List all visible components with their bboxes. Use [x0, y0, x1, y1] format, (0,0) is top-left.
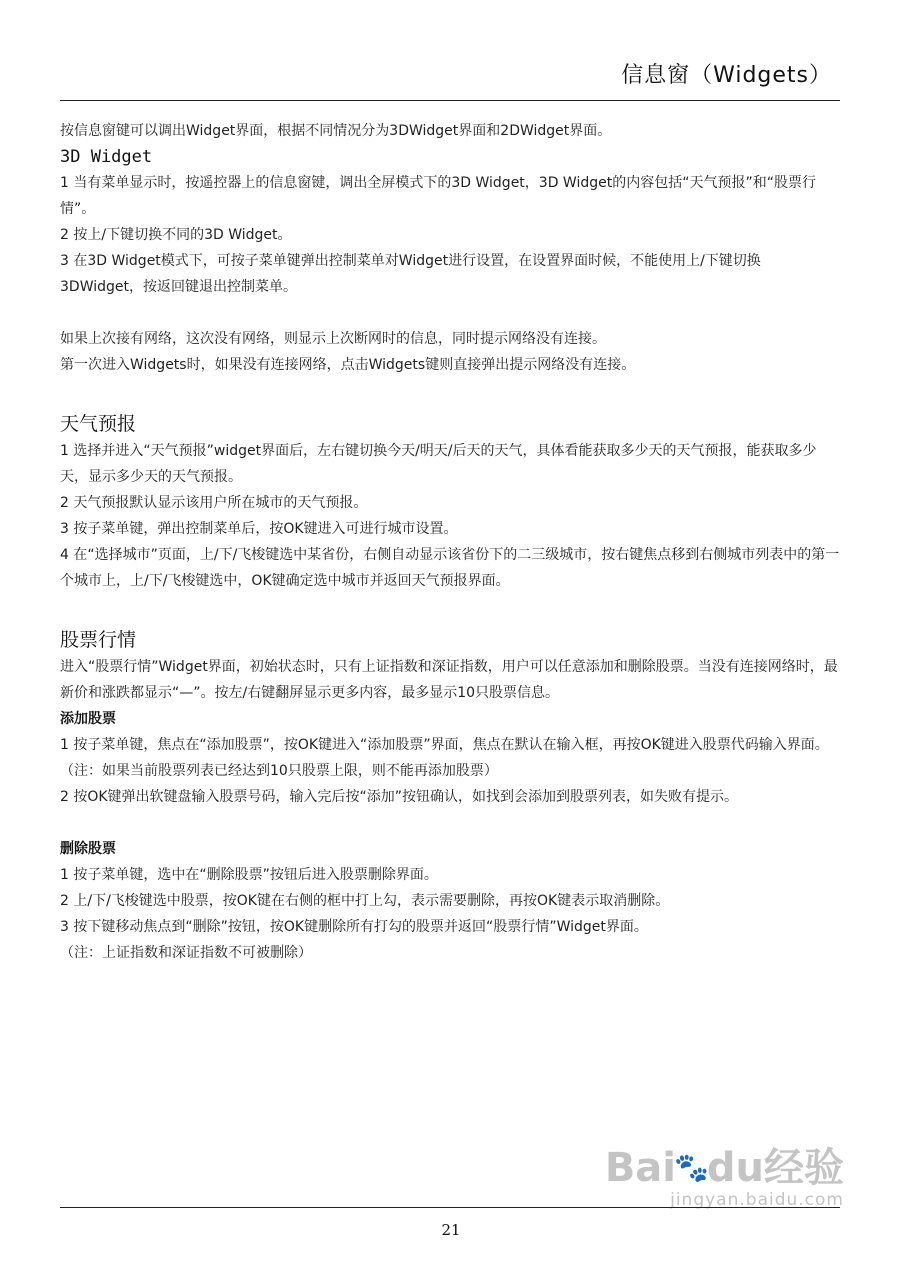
list-item: 1 按子菜单键，选中在“删除股票”按钮后进入股票删除界面。 — [60, 867, 438, 883]
subheading-add-stock: 添加股票 — [60, 711, 116, 727]
list-item: 2 按OK键弹出软键盘输入股票号码，输入完后按“添加”按钮确认，如找到会添加到股票列表，如失败有提示。 — [60, 789, 739, 805]
page-header-title: 信息窗（Widgets） — [621, 63, 832, 88]
stock-intro-paragraph: 进入“股票行情”Widget界面，初始状态时，只有上证指数和深证指数，用户可以任意添加和删除股票。当没有连接网络时，最新价和涨跌都显示“—”。按左/右键翻屏显示更多内容，最多显示10只股票信息。 — [60, 659, 838, 701]
watermark-url: jingyan.baidu.com — [670, 1190, 844, 1210]
watermark-logo-text: Bai — [604, 1145, 677, 1191]
paw-icon: 🐾 — [674, 1151, 709, 1184]
list-item: 1 按子菜单键，焦点在“添加股票”，按OK键进入“添加股票”界面，焦点在默认在输入框，再按OK键进入股票代码输入界面。（注：如果当前股票列表已经达到10只股票上限，则不能再添加股票） — [60, 737, 829, 779]
list-item: 3 按下键移动焦点到“删除”按钮，按OK键删除所有打勾的股票并返回“股票行情”Widget界面。 — [60, 919, 648, 935]
section-heading-stock: 股票行情 — [60, 629, 137, 651]
intro-paragraph: 按信息窗键可以调出Widget界面，根据不同情况分为3DWidget界面和2DWidget界面。 — [60, 123, 612, 139]
baidu-jingyan-watermark — [605, 1146, 844, 1210]
document-body — [60, 118, 842, 966]
network-note: 第一次进入Widgets时，如果没有连接网络，点击Widgets键则直接弹出提示网络没有连接。 — [60, 357, 636, 373]
section-heading-3d-widget: 3D Widget — [60, 147, 153, 167]
subheading-delete-stock: 删除股票 — [60, 841, 116, 857]
list-item: 4 在“选择城市”页面，上/下/飞梭键选中某省份，右侧自动显示该省份下的二三级城市，按右键焦点移到右侧城市列表中的第一个城市上，上/下/飞梭键选中，OK键确定选中城市并返回天气预报界面。 — [60, 547, 840, 589]
list-item: 3 在3D Widget模式下，可按子菜单键弹出控制菜单对Widget进行设置，在设置界面时候，不能使用上/下键切换3DWidget，按返回键退出控制菜单。 — [60, 253, 761, 295]
watermark-logo-text: du — [706, 1145, 764, 1191]
note: （注：上证指数和深证指数不可被删除） — [60, 945, 312, 961]
network-note: 如果上次接有网络，这次没有网络，则显示上次断网时的信息，同时提示网络没有连接。 — [60, 331, 606, 347]
list-item: 2 天气预报默认显示该用户所在城市的天气预报。 — [60, 495, 368, 511]
header-divider — [60, 100, 840, 101]
list-item: 3 按子菜单键，弹出控制菜单后，按OK键进入可进行城市设置。 — [60, 521, 458, 537]
footer-divider — [60, 1207, 840, 1208]
list-item: 1 选择并进入“天气预报”widget界面后，左右键切换今天/明天/后天的天气，具体看能获取多少天的天气预报，能获取多少天，显示多少天的天气预报。 — [60, 443, 817, 485]
section-heading-weather: 天气预报 — [60, 413, 137, 435]
list-item: 2 上/下/飞梭键选中股票，按OK键在右侧的框中打上勾，表示需要删除，再按OK键表示取消删除。 — [60, 893, 670, 909]
list-item: 1 当有菜单显示时，按遥控器上的信息窗键，调出全屏模式下的3D Widget，3D Widget的内容包括“天气预报”和“股票行情”。 — [60, 175, 816, 217]
page-number: 21 — [441, 1221, 461, 1239]
watermark-logo-text: 经验 — [764, 1145, 844, 1191]
list-item: 2 按上/下键切换不同的3D Widget。 — [60, 227, 292, 243]
